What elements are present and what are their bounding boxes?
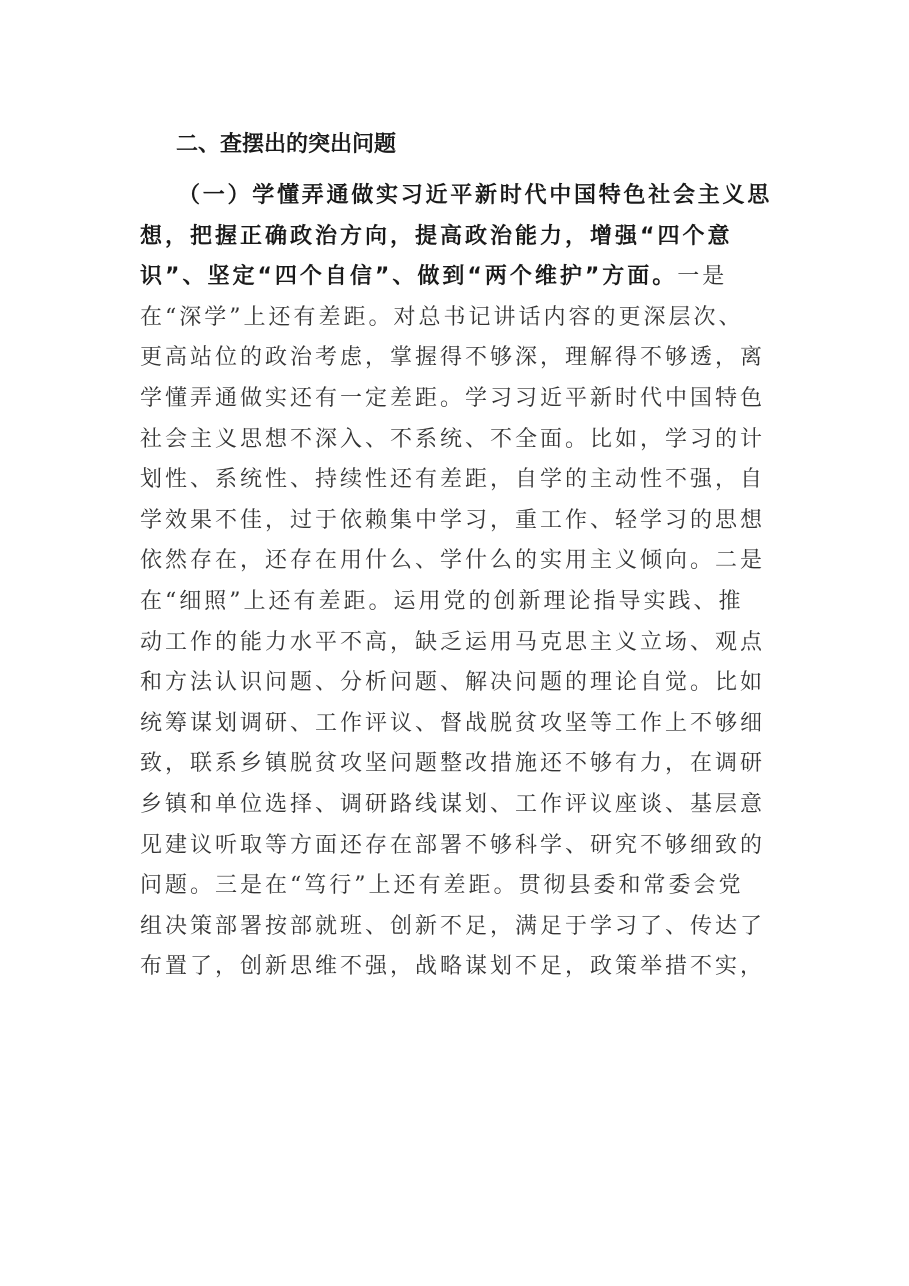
normal-text: 乡镇和单位选择、调研路线谋划、工作评议座谈、基层意 <box>140 791 766 817</box>
normal-text: 划性、系统性、持续性还有差距，自学的主动性不强，自 <box>140 467 766 493</box>
normal-text: 学懂弄通做实还有一定差距。学习习近平新时代中国特色 <box>140 385 766 411</box>
paragraph-line <box>140 298 772 339</box>
paragraph-line <box>140 826 772 867</box>
paragraph-line <box>140 379 772 420</box>
paragraph-line <box>140 623 772 664</box>
normal-text: 统筹谋划调研、工作评议、督战脱贫攻坚等工作上不够细 <box>140 710 766 736</box>
paragraph-line <box>140 217 772 258</box>
paragraph-line <box>140 582 772 623</box>
paragraph-line <box>140 420 772 461</box>
paragraph-line <box>140 704 772 745</box>
normal-text: 和方法认识问题、分析问题、解决问题的理论自觉。比如 <box>140 670 766 696</box>
paragraph-line <box>140 947 772 988</box>
paragraph-line <box>140 907 772 948</box>
normal-text: 问题。三是在“笃行”上还有差距。贯彻县委和常委会党 <box>140 873 744 899</box>
normal-text: 见建议听取等方面还存在部署不够科学、研究不够细致的 <box>140 832 766 858</box>
bold-text: 识”、坚定“四个自信”、做到“两个维护”方面。 <box>140 264 678 290</box>
normal-text: 依然存在，还存在用什么、学什么的实用主义倾向。二是 <box>140 548 766 574</box>
paragraph-line <box>140 338 772 379</box>
normal-text: 一是 <box>677 264 728 290</box>
body-paragraph <box>140 176 772 988</box>
normal-text: 在“深学”上还有差距。对总书记讲话内容的更深层次、 <box>140 304 744 330</box>
paragraph-line <box>140 501 772 542</box>
bold-text: 想，把握正确政治方向，提高政治能力，增强“四个意 <box>140 223 733 249</box>
normal-text: 布置了，创新思维不强，战略谋划不足，政策举措不实， <box>140 954 766 980</box>
normal-text: 学效果不佳，过于依赖集中学习，重工作、轻学习的思想 <box>140 507 766 533</box>
paragraph-line <box>140 257 772 298</box>
normal-text: 致，联系乡镇脱贫攻坚问题整改措施还不够有力，在调研 <box>140 751 766 777</box>
paragraph-line <box>140 663 772 704</box>
paragraph-line <box>140 176 772 217</box>
normal-text: 动工作的能力水平不高，缺乏运用马克思主义立场、观点 <box>140 629 766 655</box>
paragraph-line <box>140 785 772 826</box>
normal-text: 在“细照”上还有差距。运用党的创新理论指导实践、推 <box>140 588 744 614</box>
section-heading: 二、查摆出的突出问题 <box>176 132 397 157</box>
paragraph-line <box>140 541 772 582</box>
paragraph-line <box>140 866 772 907</box>
normal-text: 组决策部署按部就班、创新不足，满足于学习了、传达了 <box>140 913 766 939</box>
bold-text: （一）学懂弄通做实习近平新时代中国特色社会主义思 <box>178 183 773 208</box>
paragraph-line <box>140 460 772 501</box>
normal-text: 更高站位的政治考虑，掌握得不够深，理解得不够透，离 <box>140 345 766 371</box>
normal-text: 社会主义思想不深入、不系统、不全面。比如，学习的计 <box>140 426 766 452</box>
paragraph-line <box>140 744 772 785</box>
